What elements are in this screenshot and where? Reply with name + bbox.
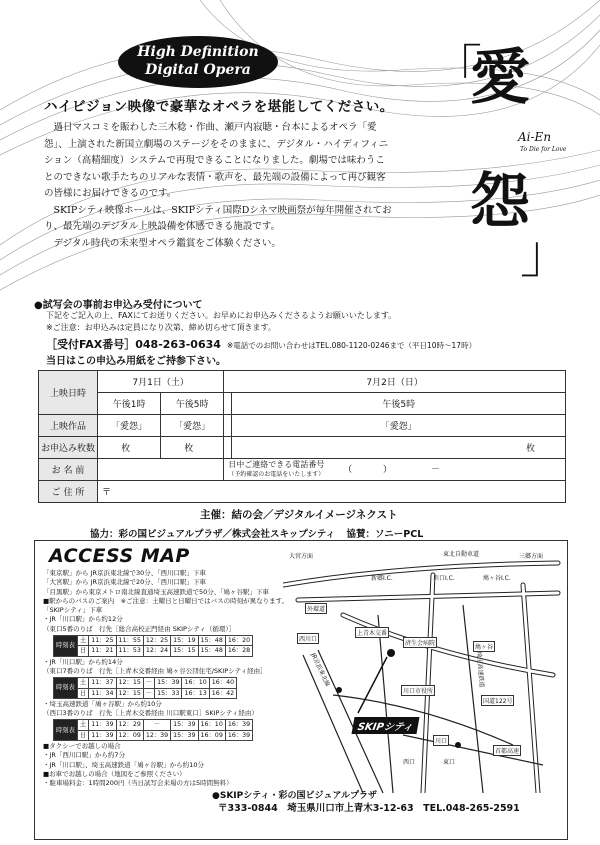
map-label: 首都高速 xyxy=(493,745,521,756)
form-row-qty xyxy=(39,437,566,459)
qty-3-empty[interactable] xyxy=(224,437,232,459)
tt-cell: 15：39 xyxy=(155,678,182,688)
label-name: お 名 前 xyxy=(39,459,98,481)
organizer-coop-value: 彩の国ビジュアルプラザ／株式会社スキップシティ xyxy=(118,529,336,540)
tt-cell: 16：28 xyxy=(225,646,252,656)
hd-opera-badge xyxy=(118,36,278,88)
tt-cell: － xyxy=(143,720,170,730)
tt-cell: 11：55 xyxy=(116,636,143,646)
route-line: ・埼玉高速鉄道「鳩ヶ谷駅」から約10分 xyxy=(43,699,162,708)
fax-text: ［受付FAX番号］048-263-0634 xyxy=(46,338,221,351)
map-label: 西川口 xyxy=(297,633,319,644)
route-line: ・JR「川口駅」から約12分 xyxy=(43,615,123,624)
time-2[interactable]: 午後5時 xyxy=(161,393,224,415)
time-3-empty[interactable] xyxy=(224,393,232,415)
route-line: （東口5番のりば 行先［総合高校正門経由 SKIPシティ（循環）］ xyxy=(43,624,236,633)
route-line: 「SKIPシティ」下車 xyxy=(43,606,103,615)
tt-row xyxy=(54,646,253,656)
map-label: 済生会病院 xyxy=(403,637,437,648)
tt-cell: 11：37 xyxy=(89,678,116,688)
route-line: ・駐車場料金：1時間200円（当日試写会来場の方は5時間無料） xyxy=(43,779,233,788)
application-heading: ●試写会の事前お申込み受付について xyxy=(34,300,203,311)
fax-number xyxy=(46,336,476,352)
application-note-1: 下記をご記入の上、FAXにてお送りください。お早めにお申込みくださるようお願いいたします。 xyxy=(46,311,397,320)
map-drawing xyxy=(283,545,563,793)
venue-name: ●SKIPシティ・彩の国ビジュアルプラザ xyxy=(212,791,377,801)
tt-cell: 15：19 xyxy=(171,636,198,646)
organizer-coop xyxy=(90,526,423,540)
tt-cell: 11：39 xyxy=(89,720,116,730)
tt-row xyxy=(54,678,237,688)
tt-label: 時刻表 xyxy=(54,720,78,741)
tt-cell: 15：39 xyxy=(171,730,198,740)
tt-cell: 11：21 xyxy=(89,646,116,656)
tt-cell: 16：13 xyxy=(182,688,209,698)
form-row-work xyxy=(39,415,566,437)
work-3: 「愛怨」 xyxy=(232,415,566,437)
route-line: 「東京駅」から JR京浜東北線で30分、「西川口駅」下車 xyxy=(43,569,207,577)
tt-cell: 16：09 xyxy=(198,730,225,740)
timetable-3 xyxy=(53,719,253,741)
tt-cell: 11：25 xyxy=(89,636,116,646)
route-info xyxy=(43,569,293,789)
work-3-empty xyxy=(224,415,232,437)
badge-line2: Digital Opera xyxy=(145,62,251,78)
map-label: 外環道 xyxy=(305,603,327,614)
map-label: 鳩ヶ谷I.C. xyxy=(483,575,511,582)
paren-open: （ xyxy=(343,465,353,475)
label-qty: お申込み枚数 xyxy=(39,437,98,459)
intro-para-2: SKIPシティ映像ホールは、SKIPシティ国際Dシネマ映画祭が毎年開催されており、最先端のデジタル上映設備を体感できる施設です。 xyxy=(44,204,392,232)
tt-cell: － xyxy=(143,678,154,688)
time-1[interactable]: 午後1時 xyxy=(98,393,161,415)
route-line: ■お車でお越しの場合（地図をご参照ください） xyxy=(43,769,186,778)
tt-cell: 12：39 xyxy=(143,730,170,740)
tt-label: 時刻表 xyxy=(54,678,78,699)
tt-cell: 16：20 xyxy=(225,636,252,646)
map-label: 三郷方面 xyxy=(519,553,544,560)
tt-cell: 11：53 xyxy=(116,646,143,656)
phone-note: ※電話でのお問い合わせはTEL.080-1120-0246まで（平日10時～17時） xyxy=(226,341,477,350)
map-label: 川口市役所 xyxy=(401,685,435,696)
organizer-coop-label: 協力： xyxy=(90,529,119,540)
map-label: 大宮方面 xyxy=(289,553,314,560)
form-row-date xyxy=(39,371,566,393)
map-label: 東北自動車道 xyxy=(443,551,480,558)
badge-line1: High Definition xyxy=(137,44,259,60)
route-line: ■タクシーでお越しの場合 xyxy=(43,742,121,751)
organizer-main xyxy=(200,507,398,522)
tt-cell: 日 xyxy=(77,688,88,698)
title-char-ai: 愛 xyxy=(470,43,530,113)
sponsor-label: 協賛： xyxy=(346,529,375,540)
paren-close: ） xyxy=(383,465,393,475)
time-3[interactable]: 午後5時 xyxy=(232,393,566,415)
map-label: 鳩ヶ谷 xyxy=(473,641,495,652)
map-label: 上青木交番 xyxy=(355,627,389,638)
contact-label: 日中ご連絡できる電話番号 xyxy=(228,460,325,469)
tt-cell: 16：10 xyxy=(182,678,209,688)
application-form xyxy=(38,370,566,503)
venue-address: 〒333-0844 埼玉県川口市上青木3-12-63 TEL.048-265-2591 xyxy=(218,803,520,814)
route-line: （東口7番のりば 行先［上青木交番経由 鳩ヶ谷公団住宅/SKIPシティ経由］ xyxy=(43,666,267,675)
address-field[interactable]: 〒 xyxy=(98,481,566,503)
map-label: 東口 xyxy=(443,759,456,766)
work-1: 「愛怨」 xyxy=(98,415,161,437)
intro-para-1: 過日マスコミを賑わした三木稔・作曲、瀬戸内寂聴・台本によるオペラ「愛怨」、上演された新国立劇場のステージをそのままに、デジタル・ハイディフィニション（高精細度）システムで再現できることになりました。劇場では味わうことのできない歌手たちのリアルな表情・歌声を、最先端の設備によって再び観客の皆様にお届けできるのです。 xyxy=(44,122,389,199)
tt-cell: 16：10 xyxy=(198,720,225,730)
tt-cell: 土 xyxy=(77,678,88,688)
date-1: 7月1日（土） xyxy=(98,371,224,393)
close-bracket: 」 xyxy=(520,225,573,285)
organizer-main-label: 主催： xyxy=(200,509,232,521)
tt-cell: 11：39 xyxy=(89,730,116,740)
form-row-address xyxy=(39,481,566,503)
title-char-en: 怨 xyxy=(470,167,530,237)
label-work: 上映作品 xyxy=(39,415,98,437)
tt-cell: 15：39 xyxy=(171,720,198,730)
tt-label: 時刻表 xyxy=(54,636,78,657)
map-label: 川口I.C. xyxy=(433,575,455,582)
tt-cell: － xyxy=(143,688,154,698)
label-address: ご 住 所 xyxy=(39,481,98,503)
map-label: 国道122号 xyxy=(481,695,514,706)
tt-cell: 15：33 xyxy=(155,688,182,698)
tt-cell: 日 xyxy=(77,646,88,656)
form-row-name xyxy=(39,459,566,481)
sponsor-value: ソニーPCL xyxy=(374,529,424,540)
tt-cell: 土 xyxy=(77,720,88,730)
timetable-1 xyxy=(53,635,253,657)
intro-text xyxy=(44,120,394,252)
bring-form-note: 当日はこの申込み用紙をご持参下さい。 xyxy=(46,356,226,367)
map-label: 西口 xyxy=(403,759,416,766)
title-romaji: Ai-En xyxy=(518,130,552,144)
tt-cell: 16：39 xyxy=(225,730,252,740)
tt-row xyxy=(54,636,253,646)
intro-para-3: デジタル時代の未来型オペラ鑑賞をご体験ください。 xyxy=(53,237,281,249)
phone-dash: － xyxy=(430,465,440,475)
route-line: 「大宮駅」から JR京浜東北線で20分、「西川口駅」下車 xyxy=(43,578,207,587)
work-2: 「愛怨」 xyxy=(161,415,224,437)
tt-cell: 16：39 xyxy=(225,720,252,730)
contact-sub: （予約確認のお電話をいたします） xyxy=(228,471,325,478)
application-note-2: ※ご注意：お申込みは定員になり次第、締め切らせて頂きます。 xyxy=(46,323,276,332)
map-label: JR京浜東北線 xyxy=(309,652,331,688)
tt-row xyxy=(54,730,253,740)
tt-cell: 15：15 xyxy=(171,646,198,656)
tt-row xyxy=(54,720,253,730)
route-line: （西口3番のりば 行先［上青木交番経由 川口駅東口］SKIPシティ経由） xyxy=(43,709,258,718)
map-label: 川口 xyxy=(433,735,449,746)
qty-3[interactable]: 枚 xyxy=(232,437,566,459)
skip-city-marker: SKIPシティ xyxy=(352,717,420,734)
tt-cell: 11：34 xyxy=(89,688,116,698)
map-label: 埼玉高速鉄道 xyxy=(474,651,486,688)
tt-cell: 12：15 xyxy=(116,688,143,698)
tt-cell: 12：24 xyxy=(143,646,170,656)
title-subtitle: To Die for Love xyxy=(520,146,567,153)
tt-cell: 土 xyxy=(77,636,88,646)
access-map-title: ACCESS MAP xyxy=(49,545,190,567)
qty-1[interactable]: 枚 xyxy=(98,437,161,459)
tt-cell: 日 xyxy=(77,730,88,740)
qty-2[interactable]: 枚 xyxy=(161,437,224,459)
open-bracket: 「 xyxy=(430,41,483,101)
timetable-2 xyxy=(53,677,237,699)
route-line: ・JR「川口駅」、埼玉高速鉄道「鳩ヶ谷駅」から約10分 xyxy=(43,760,204,769)
route-line: ■駅からのバスのご案内 ※ご注意：土曜日と日曜日ではバスの時刻が異なります。 xyxy=(43,596,289,605)
tt-cell: 16：42 xyxy=(209,688,236,698)
tt-cell: 15：48 xyxy=(198,646,225,656)
contact-label-wrap xyxy=(228,460,324,479)
date-2: 7月2日（日） xyxy=(224,371,566,393)
tt-row xyxy=(54,688,237,698)
organizer-main-value: 結の会／デジタルイメージネクスト xyxy=(231,509,398,521)
tt-cell: 12：15 xyxy=(116,678,143,688)
tt-cell: 12：29 xyxy=(116,720,143,730)
label-date: 上映日時 xyxy=(39,371,98,415)
form-row-time xyxy=(39,393,566,415)
name-field[interactable] xyxy=(98,459,224,481)
map-label: 新郷I.C. xyxy=(371,575,393,582)
tt-cell: 15：48 xyxy=(198,636,225,646)
route-line: ・JR「西川口駅」から約7分 xyxy=(43,751,126,760)
tt-cell: 12：25 xyxy=(143,636,170,646)
contact-field[interactable] xyxy=(224,459,566,481)
tt-cell: 12：09 xyxy=(116,730,143,740)
route-line: ・JR「川口駅」から約14分 xyxy=(43,657,123,666)
route-line: 「目黒駅」から東京メトロ南北線直通埼玉高速鉄道で50分、「鳩ヶ谷駅」下車 xyxy=(43,587,270,596)
tt-cell: 16：40 xyxy=(209,678,236,688)
headline: ハイビジョン映像で豪華なオペラを堪能してください。 xyxy=(44,99,394,115)
